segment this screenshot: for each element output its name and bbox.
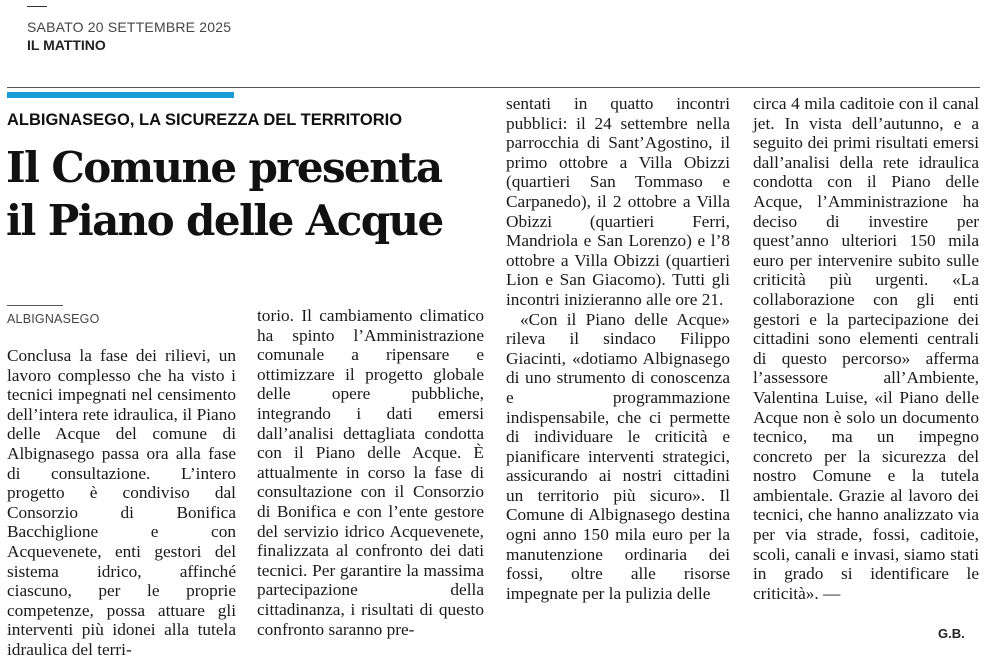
top-divider: [27, 6, 47, 7]
headline-line-1: Il Comune presenta: [6, 143, 442, 192]
column-2-text: torio. Il cambiamento climatico ha spinto l’Amministrazione comunale a ripensare e ottimizzare il progetto globale delle opere pubbliche, integrando i dati emersi dall’analisi dettagliata condotta con il Piano delle Acque. È attualmente in corso la fase di consultazione con il Consorzio di Bonifica e con l’ente gestore del servizio idrico Acquevenete, finalizzata al confronto dei dati tecnici. Per garantire la massima partecipazione della cittadinanza, i risultati di questo confronto saranno pre-: [257, 306, 484, 639]
column-4-text: circa 4 mila caditoie con il canal jet. In vista dell’autunno, e a seguito dei primi risultati emersi dall’analisi della rete idraulica condotta con il Piano delle Acque, l’Amministrazione ha deciso di investire per quest’anno ulteriori 150 mila euro per intervenire subito sulle criticità più urgenti. «La collaborazione con gli enti gestori e la partecipazione dei cittadini sono elementi centrali di questo percorso» afferma l’assessore all’Ambiente, Valentina Luise, «il Piano delle Acque non è solo un documento tecnico, ma un impegno concreto per la sicurezza del nostro Comune e la tutela ambientale. Grazie al lavoro dei tecnici, che hanno analizzato via per via strade, fossi, caditoie, scoli, canali e invasi, siamo stati in grado si identificare le criticità». —: [753, 94, 979, 603]
article-signature: G.B.: [938, 626, 965, 641]
article-headline: [6, 141, 496, 247]
newspaper-name: IL MATTINO: [27, 37, 106, 53]
article-column-1: [7, 346, 236, 659]
article-column-2: [257, 306, 484, 639]
article-location: ALBIGNASEGO: [7, 312, 100, 326]
headline-line-2: il Piano delle Acque: [6, 196, 443, 245]
article-column-4: [753, 94, 979, 620]
accent-bar: [7, 92, 234, 98]
article-column-3: [506, 94, 730, 644]
location-rule: [7, 305, 63, 306]
header-rule: [7, 87, 980, 88]
column-3-paragraph-2: «Con il Piano delle Acque» rileva il sindaco Filippo Giacinti, «dotiamo Albignasego di uno strumento di conoscenza e programmazione indispensabile, che ci permette di individuare le criticità e pianificare interventi strategici, assicurando ai nostri cittadini un territorio più sicuro». Il Comune di Albignasego destina ogni anno 150 mila euro per la manutenzione ordinaria dei fossi, oltre alle risorse impegnate per la pulizia delle: [506, 309, 730, 603]
publication-date: SABATO 20 SETTEMBRE 2025: [27, 19, 232, 35]
column-1-text: Conclusa la fase dei rilievi, un lavoro complesso che ha visto i tecnici impegnati nel censimento dell’intera rete idraulica, il Piano delle Acque del comune di Albignasego passa ora alla fase di consultazione. L’intero progetto è condiviso dal Consorzio di Bonifica Bacchiglione e con Acquevenete, enti gestori del sistema idrico, affinché ciascuno, per le proprie competenze, possa attuare gli interventi più idonei alla tutela idraulica del terri-: [7, 346, 236, 659]
column-3-paragraph-1: sentati in quatto incontri pubblici: il 24 settembre nella parrocchia di Sant’Agostino, il primo ottobre a Villa Obizzi (quartieri San Tommaso e Carpanedo), il 2 ottobre a Villa Obizzi (quartieri Ferri, Mandriola e San Lorenzo) e l’8 ottobre a Villa Obizzi (quartieri Lion e San Giacomo). Tutti gli incontri inizieranno alle ore 21.: [506, 94, 730, 309]
article-kicker: ALBIGNASEGO, LA SICUREZZA DEL TERRITORIO: [7, 111, 403, 129]
